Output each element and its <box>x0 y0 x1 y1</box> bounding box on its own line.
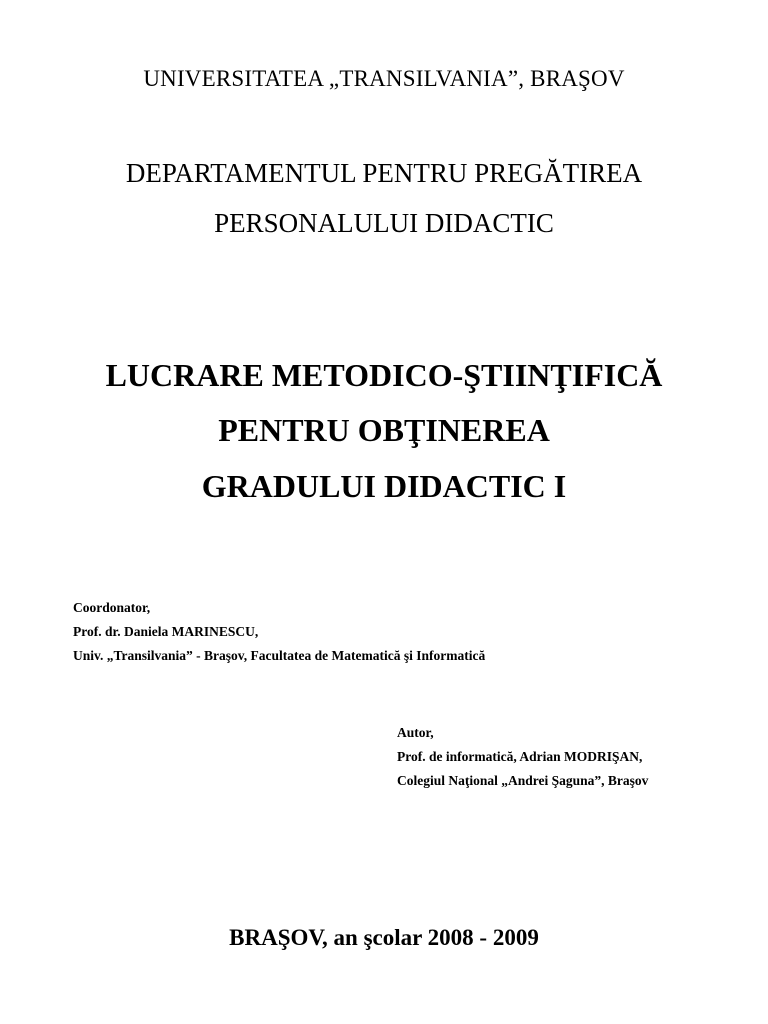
document-title-line-2: PENTRU OBŢINEREA <box>218 412 550 448</box>
place-and-school-year: BRAŞOV, an şcolar 2008 - 2009 <box>229 925 539 950</box>
coordinator-role: Coordonator, <box>73 600 151 615</box>
coordinator-name: Prof. dr. Daniela MARINESCU, <box>73 624 259 639</box>
coordinator-block <box>73 596 485 668</box>
document-title-line-1: LUCRARE METODICO-ŞTIINŢIFICĂ <box>105 357 663 393</box>
coordinator-affiliation: Univ. „Transilvania” - Braşov, Facultatea de Matematică şi Informatică <box>73 648 486 663</box>
university-name: UNIVERSITATEA „TRANSILVANIA”, BRAŞOV <box>143 66 625 91</box>
department-line-1: DEPARTAMENTUL PENTRU PREGĂTIREA <box>125 158 643 188</box>
author-name: Prof. de informatică, Adrian MODRIŞAN, <box>397 749 643 764</box>
document-title-line-3: GRADULUI DIDACTIC I <box>201 468 567 504</box>
author-role: Autor, <box>397 725 434 740</box>
department-line-2: PERSONALULUI DIDACTIC <box>214 208 554 238</box>
author-affiliation: Colegiul Naţional „Andrei Şaguna”, Braşov <box>397 773 649 788</box>
author-block <box>397 721 648 793</box>
